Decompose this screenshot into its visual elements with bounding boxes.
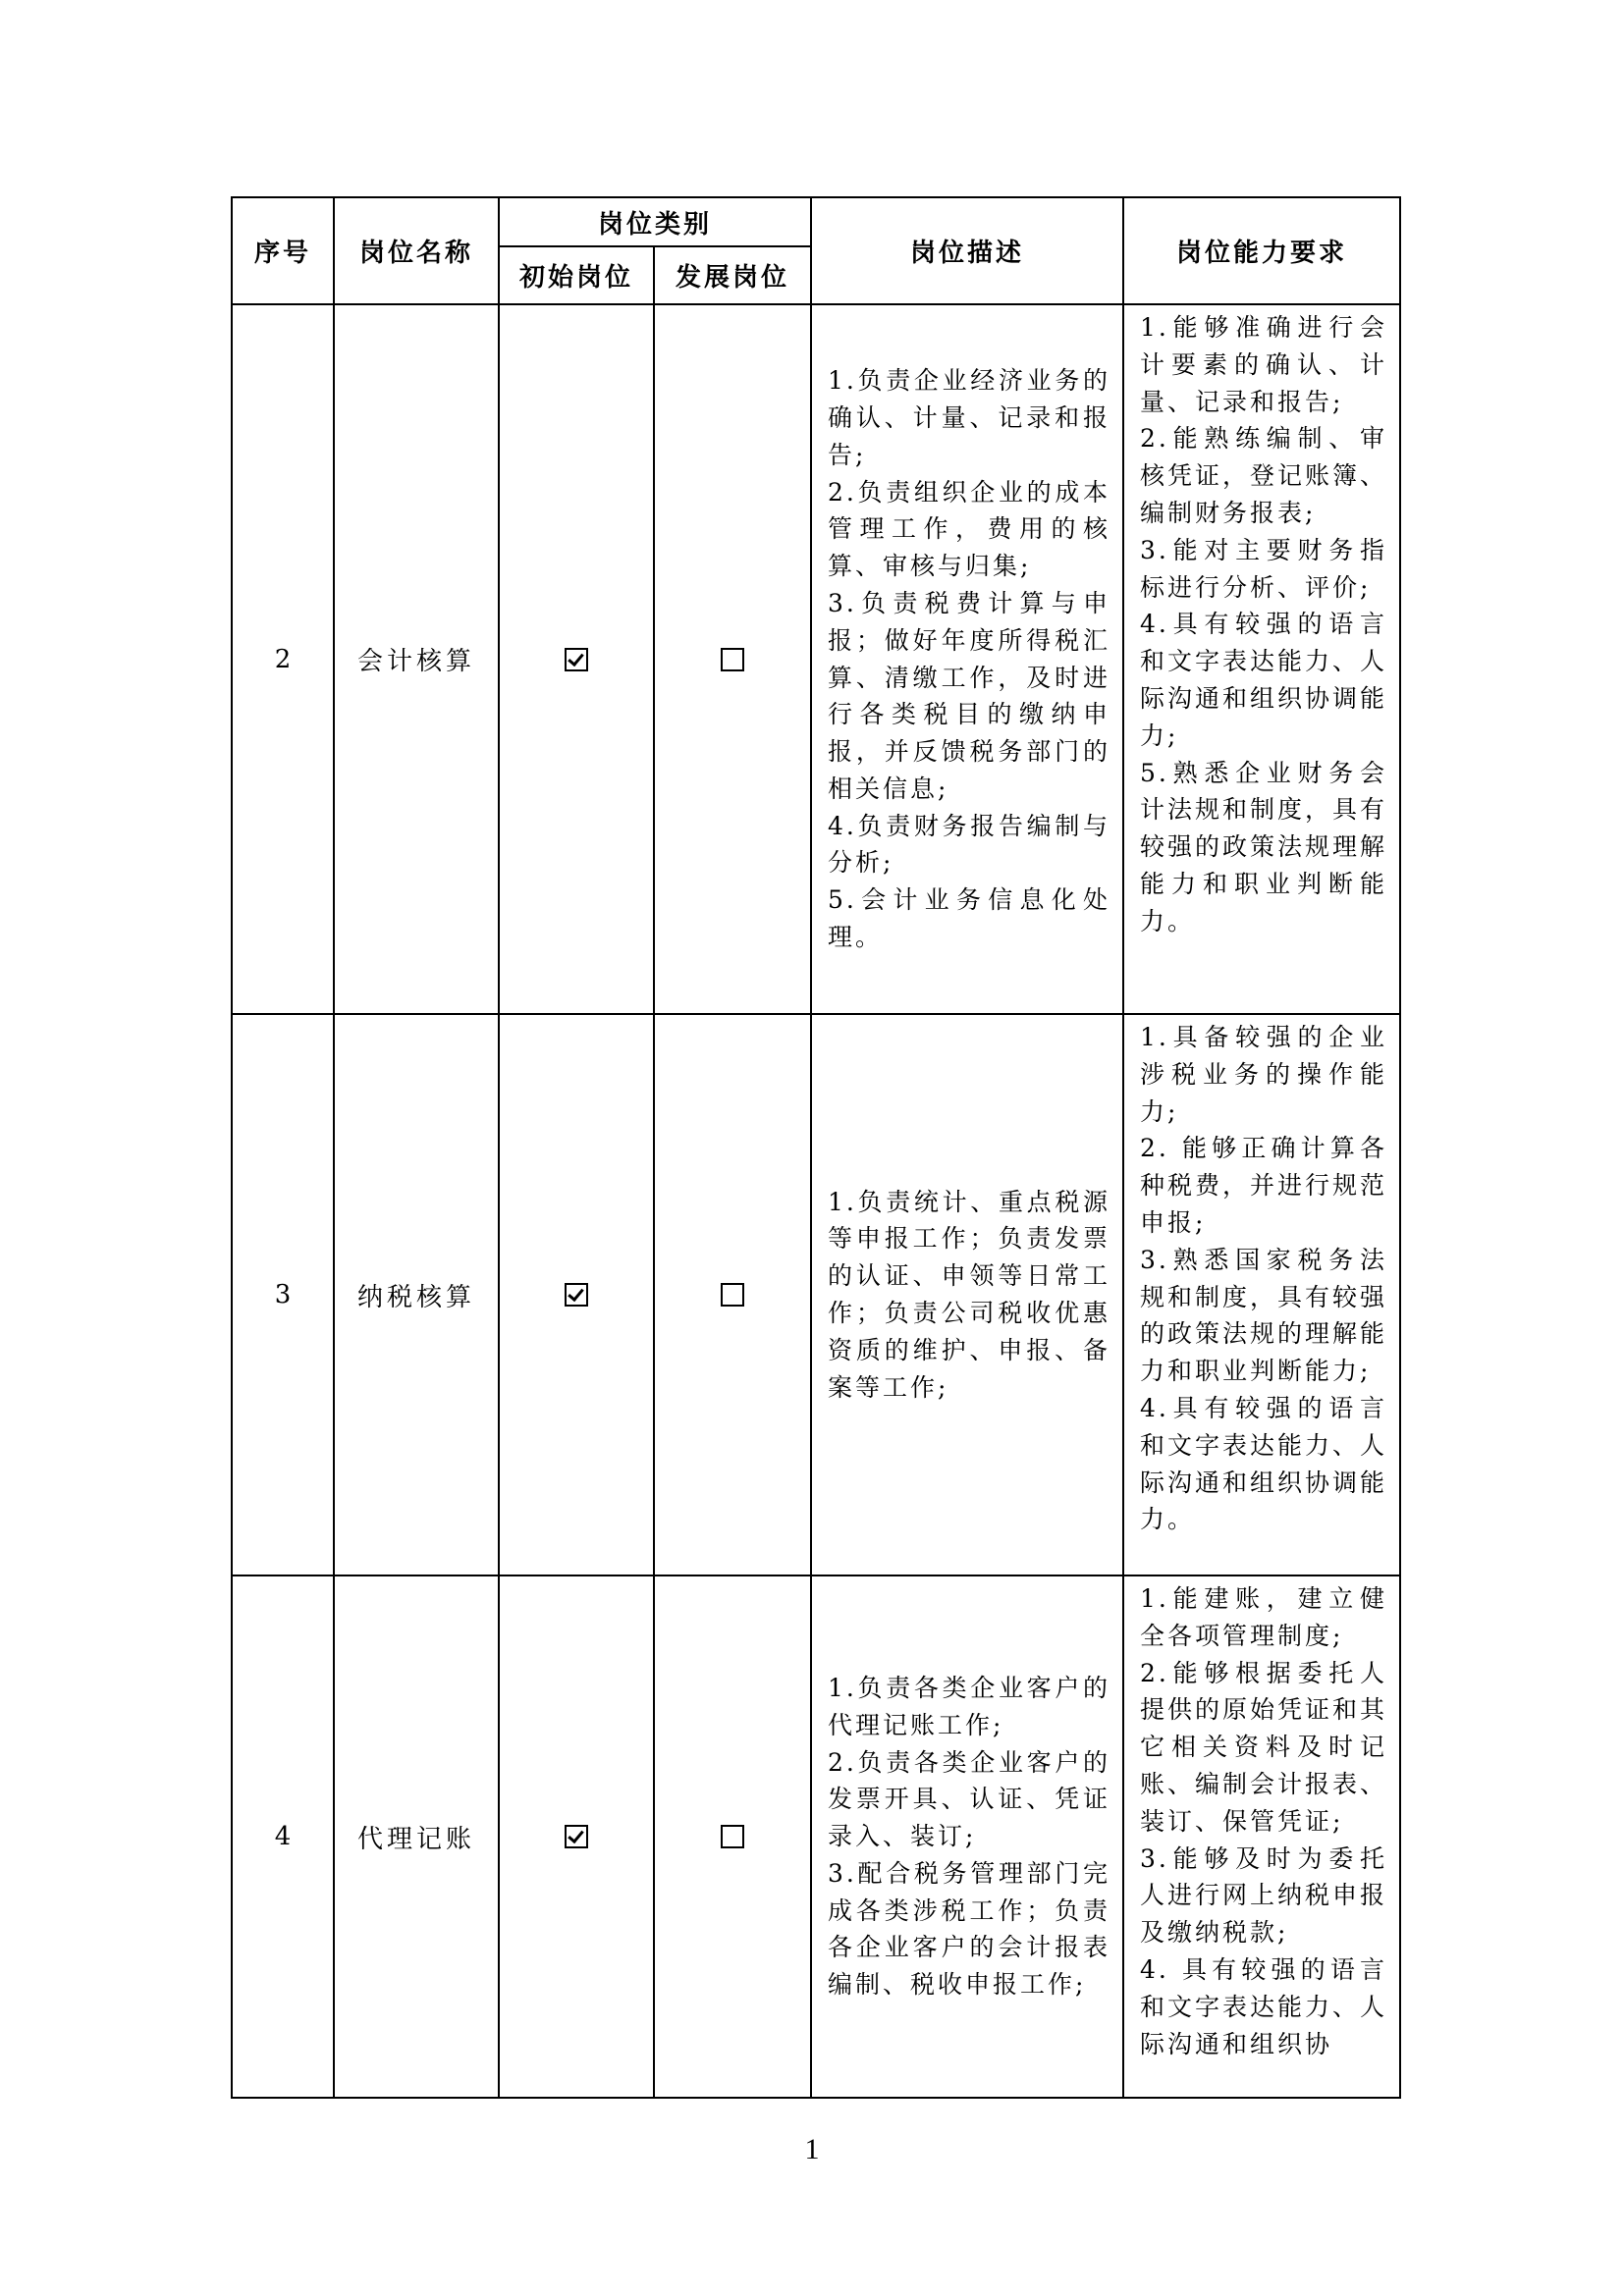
row-name: 纳税核算	[334, 1014, 499, 1575]
row-description	[812, 1184, 1122, 1407]
requirement-line: 5.熟悉企业财务会计法规和制度，具有较强的政策法规理解能力和职业判断能力。	[1140, 758, 1388, 935]
requirement-line: 4.具有较强的语言和文字表达能力、人际沟通和组织协调能力;	[1140, 610, 1388, 750]
development-checkbox[interactable]	[721, 1825, 744, 1848]
description-line: 3.负责税费计算与申报；做好年度所得税汇算、清缴工作，及时进行各类税目的缴纳申报，并反馈税务部门的相关信息;	[828, 588, 1111, 803]
row-name: 会计核算	[334, 304, 499, 1014]
header-description: 岗位描述	[811, 197, 1123, 304]
row-name: 代理记账	[334, 1575, 499, 2098]
requirement-line: 2. 能够正确计算各种税费，并进行规范申报;	[1140, 1134, 1388, 1237]
requirement-line: 4.具有较强的语言和文字表达能力、人际沟通和组织协调能力。	[1140, 1393, 1388, 1534]
description-line: 4.负责财务报告编制与分析;	[828, 811, 1111, 878]
development-checkbox[interactable]	[721, 1283, 744, 1307]
development-checkbox[interactable]	[721, 648, 744, 671]
initial-checkbox[interactable]	[565, 1825, 588, 1848]
description-line: 5.会计业务信息化处理。	[828, 885, 1111, 952]
header-requirements: 岗位能力要求	[1123, 197, 1400, 304]
table-row	[232, 304, 1400, 1014]
row-seq: 4	[232, 1575, 334, 2098]
description-line: 2.负责各类企业客户的发票开具、认证、凭证录入、装订;	[828, 1747, 1111, 1851]
row-requirements	[1124, 305, 1399, 940]
table-row	[232, 1014, 1400, 1575]
header-development: 发展岗位	[654, 246, 811, 304]
requirement-line: 2.能够根据委托人提供的原始凭证和其它相关资料及时记账、编制会计报表、装订、保管凭证;	[1140, 1658, 1388, 1836]
header-category: 岗位类别	[499, 197, 811, 246]
page-number: 1	[804, 2133, 820, 2165]
requirement-line: 1.具备较强的企业涉税业务的操作能力;	[1140, 1023, 1388, 1126]
description-line: 1.负责统计、重点税源等申报工作；负责发票的认证、申领等日常工作；负责公司税收优惠资质的维护、申报、备案等工作;	[828, 1187, 1111, 1402]
row-seq: 2	[232, 304, 334, 1014]
job-table	[231, 196, 1401, 2099]
requirement-line: 3.能对主要财务指标进行分析、评价;	[1140, 535, 1388, 602]
description-line: 1.负责各类企业客户的代理记账工作;	[828, 1673, 1111, 1739]
requirement-line: 3.熟悉国家税务法规和制度，具有较强的政策法规的理解能力和职业判断能力;	[1140, 1245, 1388, 1386]
description-line: 3.配合税务管理部门完成各类涉税工作；负责各企业客户的会计报表编制、税收申报工作;	[828, 1858, 1111, 2000]
row-description	[812, 362, 1122, 956]
requirement-line: 1.能够准确进行会计要素的确认、计量、记录和报告;	[1140, 313, 1388, 416]
row-requirements	[1124, 1015, 1399, 1538]
requirement-line: 4. 具有较强的语言和文字表达能力、人际沟通和组织协	[1140, 1954, 1388, 2058]
row-requirements	[1124, 1576, 1399, 2062]
header-initial: 初始岗位	[499, 246, 654, 304]
row-seq: 3	[232, 1014, 334, 1575]
description-line: 2.负责组织企业的成本管理工作，费用的核算、审核与归集;	[828, 477, 1111, 581]
initial-checkbox[interactable]	[565, 648, 588, 671]
header-row	[232, 197, 1400, 246]
header-seq: 序号	[232, 197, 334, 304]
requirement-line: 2.能熟练编制、审核凭证，登记账簿、编制财务报表;	[1140, 424, 1388, 527]
table-row	[232, 1575, 1400, 2098]
requirement-line: 1.能建账，建立健全各项管理制度;	[1140, 1584, 1388, 1650]
requirement-line: 3.能够及时为委托人进行网上纳税申报及缴纳税款;	[1140, 1843, 1388, 1948]
row-description	[812, 1670, 1122, 2003]
initial-checkbox[interactable]	[565, 1283, 588, 1307]
header-name: 岗位名称	[334, 197, 499, 304]
description-line: 1.负责企业经济业务的确认、计量、记录和报告;	[828, 366, 1111, 469]
